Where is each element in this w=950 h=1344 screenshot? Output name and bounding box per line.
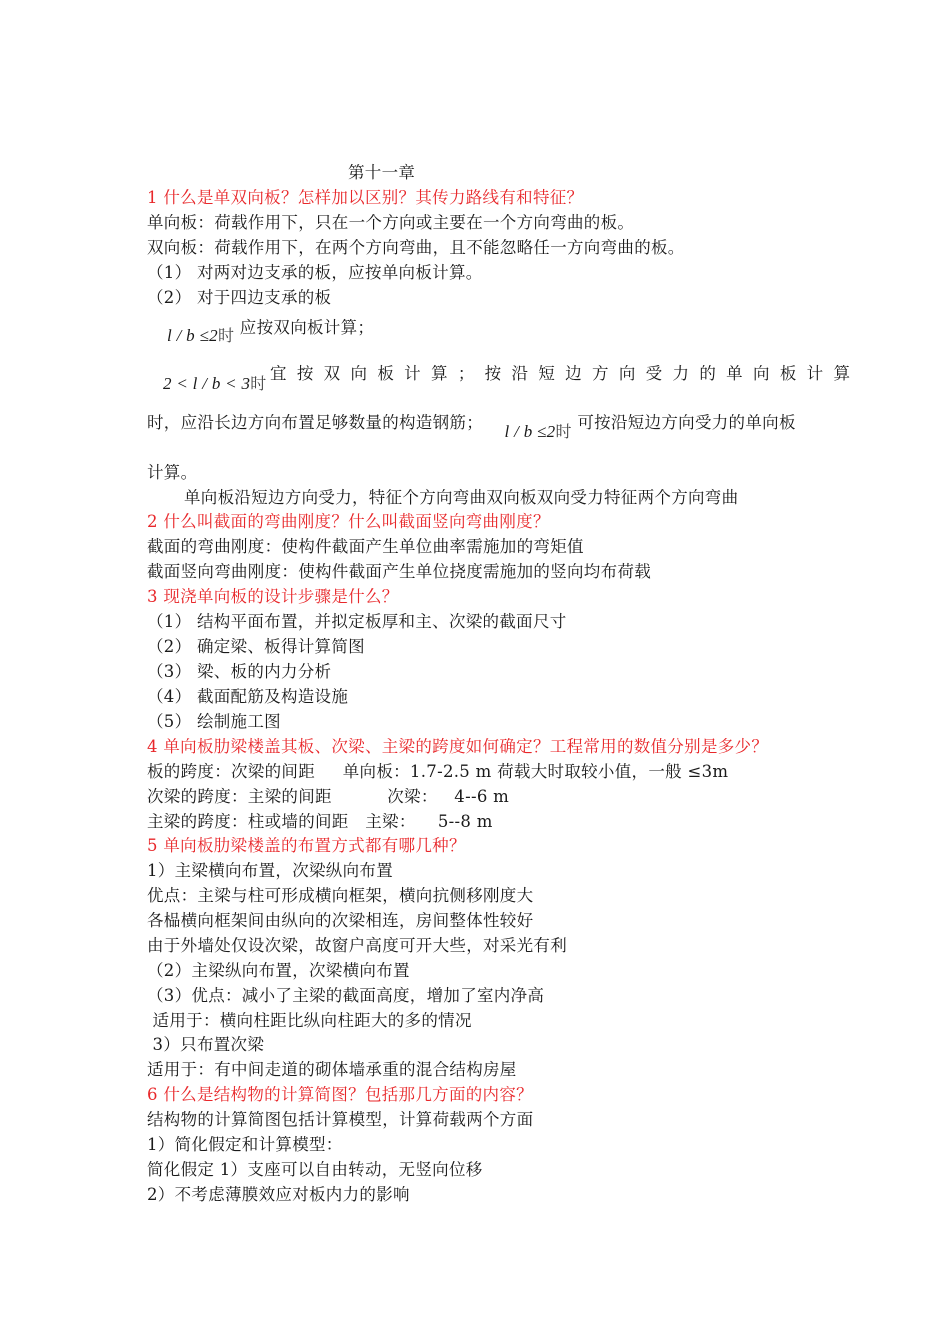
bending-stiffness-definition: 截面的弯曲刚度：使构件截面产生单位曲率需施加的弯矩值: [147, 537, 584, 556]
calc-diagram-contents: 结构物的计算简图包括计算模型，计算荷载两个方面: [147, 1110, 534, 1129]
question-4-title: 4 单向板肋梁楼盖其板、次梁、主梁的跨度如何确定？工程常用的数值分别是多少？: [147, 737, 769, 756]
design-step-1: （1） 结构平面布置，并拟定板厚和主、次梁的截面尺寸: [147, 612, 567, 631]
formula-ratio-le-2: l / b ≤2时: [167, 326, 235, 345]
question-5-title: 5 单向板肋梁楼盖的布置方式都有哪几种？: [147, 836, 466, 855]
formula-3-text: 可按沿短边方向受力的单向板: [577, 413, 796, 432]
formula-line-1: [167, 318, 850, 345]
two-way-slab-definition: 双向板：荷载作用下，在两个方向弯曲，且不能忽略任一方向弯曲的板。: [147, 238, 685, 257]
slab-rule-item-1: （1） 对两对边支承的板，应按单向板计算。: [147, 263, 483, 282]
question-2-title: 2 什么叫截面的弯曲刚度？什么叫截面竖向弯曲刚度？: [147, 512, 550, 531]
layout-advantage-1: 优点：主梁与柱可形成横向框架，横向抗侧移刚度大: [147, 886, 534, 905]
vertical-stiffness-definition: 截面竖向弯曲刚度：使构件截面产生单位挠度需施加的竖向均布荷载: [147, 562, 651, 581]
formula-3-prefix: 时，应沿长边方向布置足够数量的构造钢筋；: [147, 413, 483, 432]
layout-option-3-applicable: 适用于：有中间走道的砌体墙承重的混合结构房屋: [147, 1060, 517, 1079]
design-step-4: （4） 截面配筋及构造设施: [147, 687, 349, 706]
formula-line-3: [147, 413, 850, 441]
secondary-beam-span-line: 次梁的跨度：主梁的间距 次梁： 4--6 m: [147, 787, 510, 806]
slab-span-line: 板的跨度：次梁的间距 单向板：1.7-2.5 m 荷载大时取较小值，一般 ≤3m: [147, 762, 729, 781]
layout-option-3: 3）只布置次梁: [147, 1035, 265, 1054]
design-step-2: （2） 确定梁、板得计算简图: [147, 637, 365, 656]
question-3-title: 3 现浇单向板的设计步骤是什么？: [147, 587, 399, 606]
design-step-3: （3） 梁、板的内力分析: [147, 662, 332, 681]
formula-1-text: 应按双向板计算；: [239, 318, 375, 337]
layout-option-1: 1）主梁横向布置，次梁纵向布置: [147, 861, 393, 880]
chapter-title: 第十一章: [348, 163, 416, 182]
design-step-5: （5） 绘制施工图: [147, 712, 281, 731]
layout-option-2-applicable: 适用于：横向柱距比纵向柱距大的多的情况: [147, 1011, 472, 1030]
formula-ratio-le-2-b: l / b ≤2时: [504, 422, 572, 441]
q1-summary: 单向板沿短边方向受力，特征个方向弯曲双向板双向受力特征两个方向弯曲: [184, 488, 739, 507]
layout-option-2-advantage: （3）优点：减小了主梁的截面高度，增加了室内净高: [147, 986, 545, 1005]
layout-advantage-2: 各榀横向框架间由纵向的次梁相连，房间整体性较好: [147, 911, 534, 930]
assumption-1: 简化假定 1）支座可以自由转动，无竖向位移: [147, 1160, 483, 1179]
formula-2-text: 宜按双向板计算；按沿短边方向受力的单向板计算: [270, 364, 850, 383]
layout-option-2: （2）主梁纵向布置，次梁横向布置: [147, 961, 410, 980]
question-6-title: 6 什么是结构物的计算简图？包括那几方面的内容？: [147, 1085, 533, 1104]
layout-advantage-3: 由于外墙处仅设次梁，故窗户高度可开大些，对采光有利: [147, 936, 567, 955]
formula-3-end: 计算。: [147, 463, 198, 482]
slab-rule-item-2: （2） 对于四边支承的板: [147, 288, 332, 307]
calc-model-heading: 1）简化假定和计算模型：: [147, 1135, 343, 1154]
single-way-slab-definition: 单向板：荷载作用下，只在一个方向或主要在一个方向弯曲的板。: [147, 213, 635, 232]
formula-range: 2 < l / b < 3时: [163, 374, 267, 393]
main-beam-span-line: 主梁的跨度：柱或墙的间距 主梁： 5--8 m: [147, 812, 493, 831]
question-1-title: 1 什么是单双向板？怎样加以区别？其传力路线有和特征？: [147, 188, 584, 207]
assumption-2: 2）不考虑薄膜效应对板内力的影响: [147, 1185, 410, 1204]
